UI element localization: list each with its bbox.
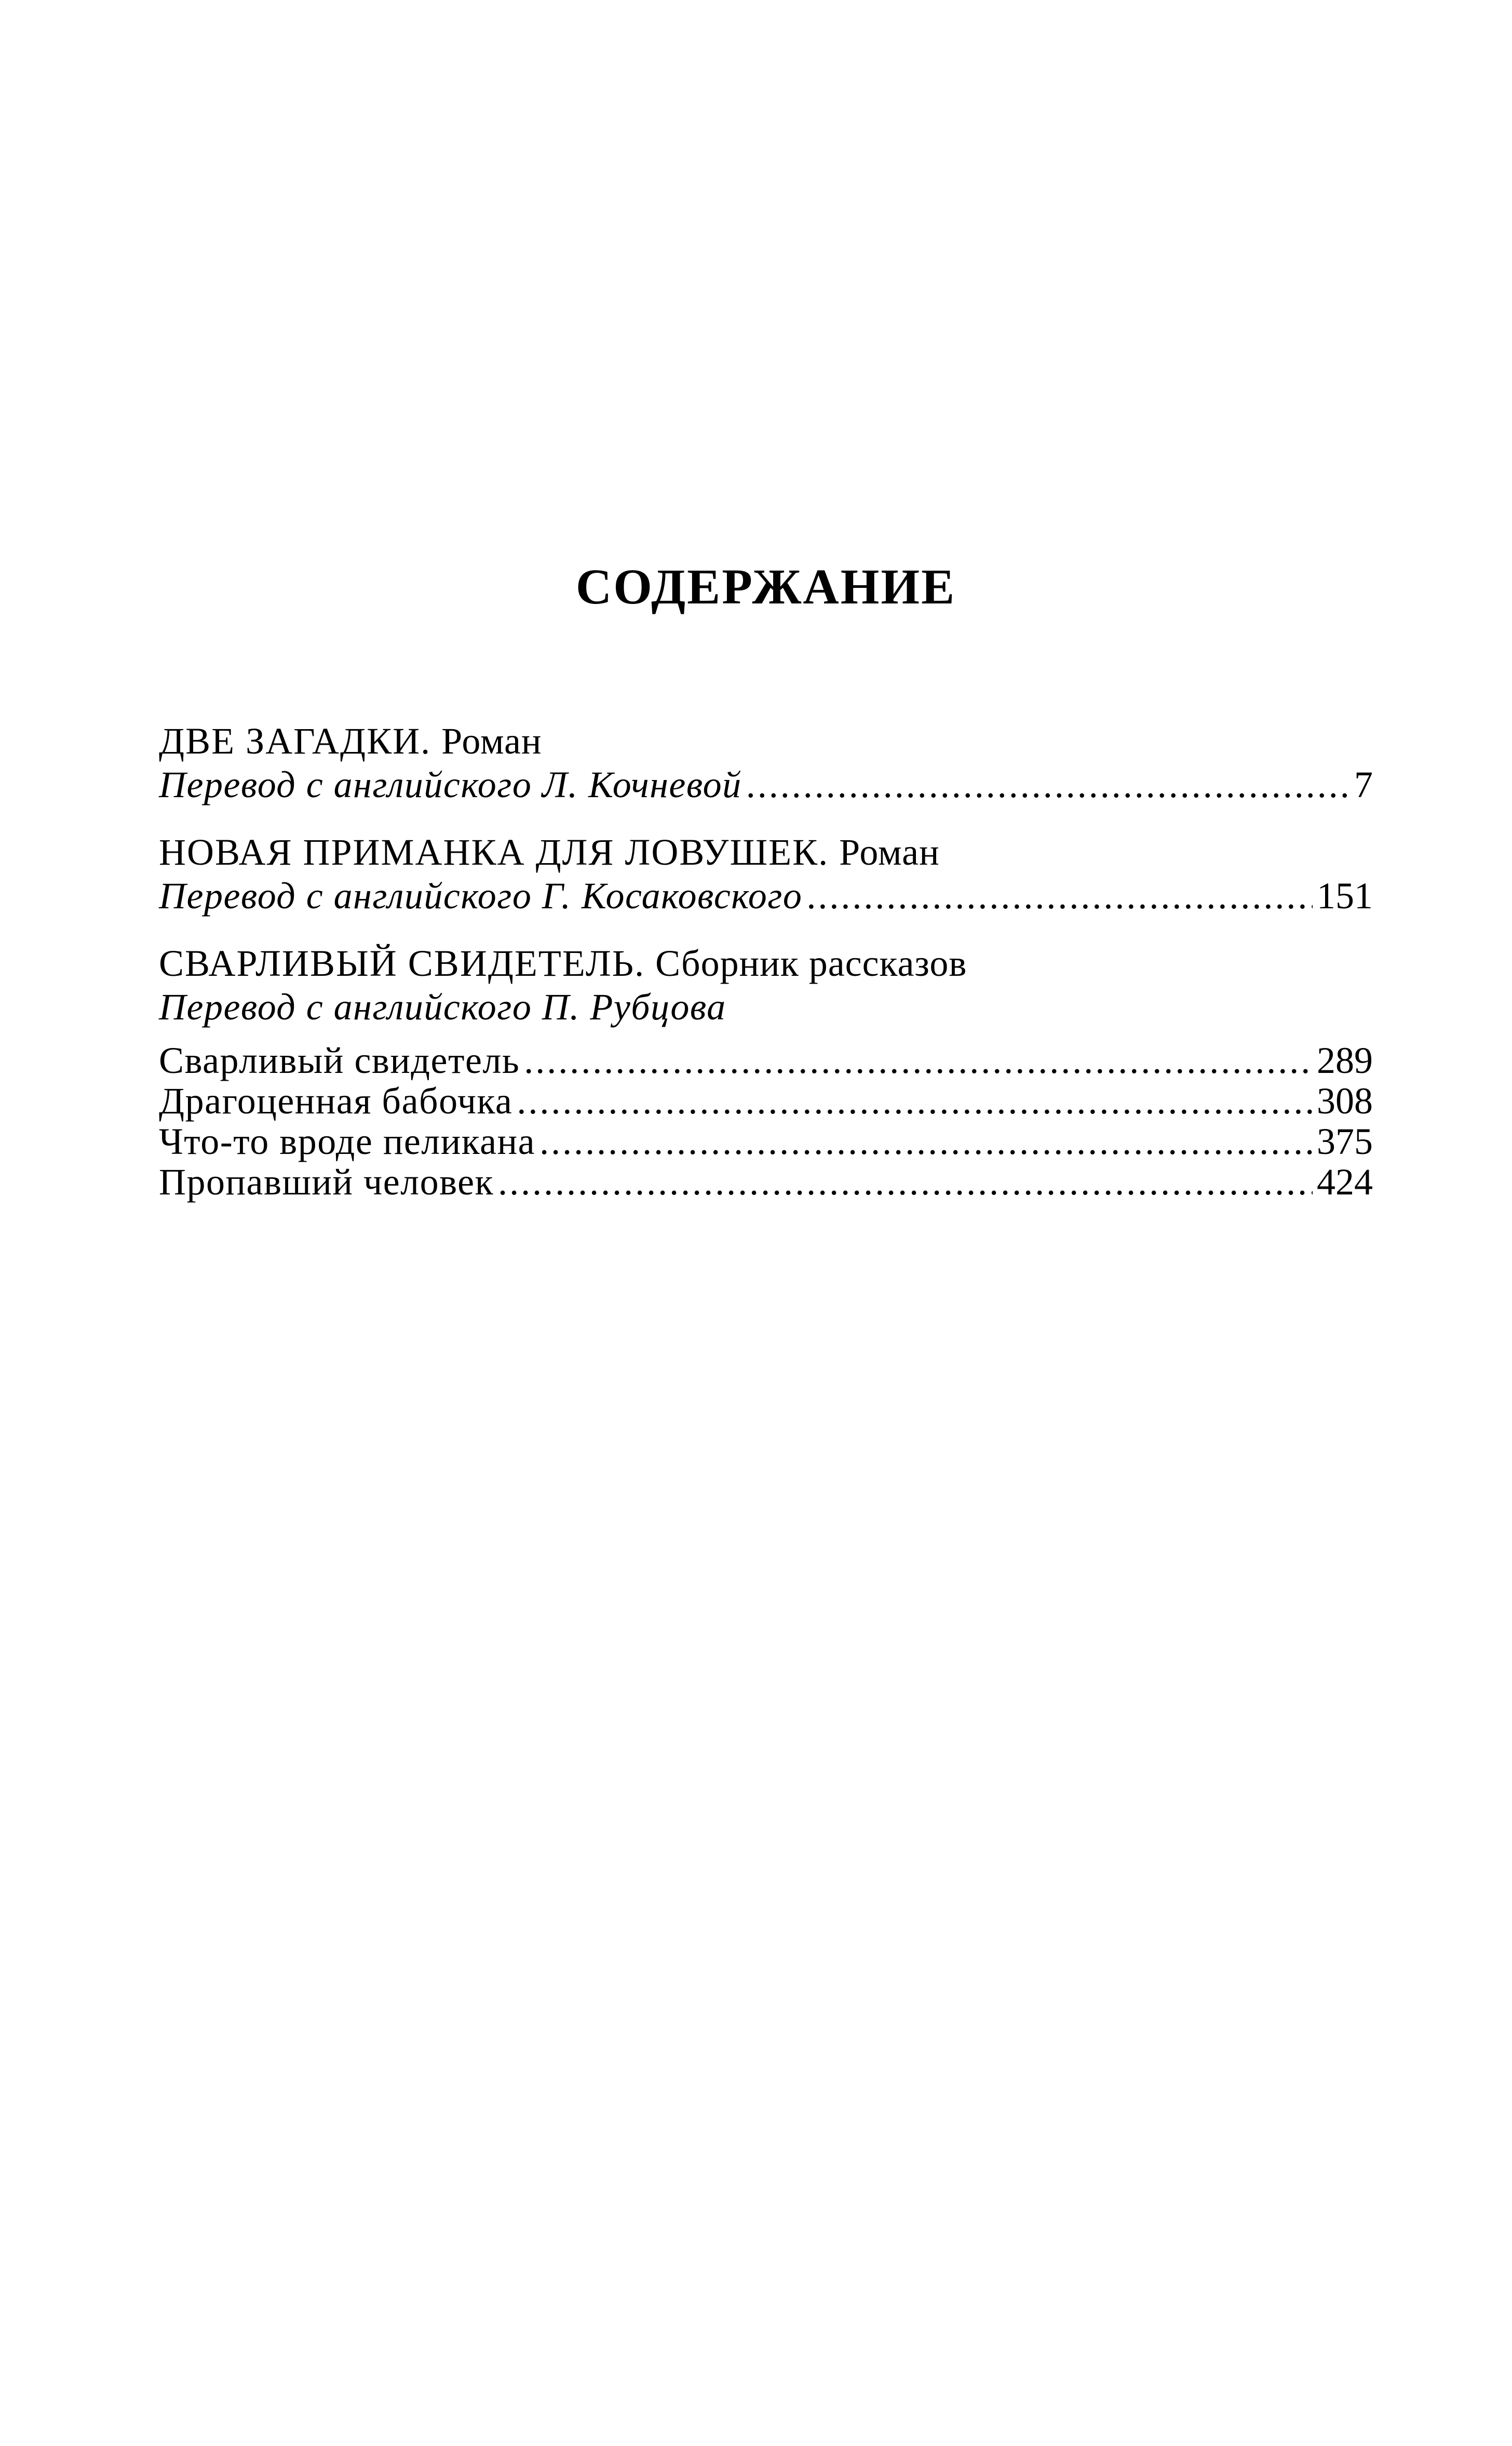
translator-credit: Перевод с английского Л. Кочневой <box>159 764 742 805</box>
work-title <box>159 719 1373 763</box>
work-name: ДВЕ ЗАГАДКИ. <box>159 720 431 762</box>
work-title <box>159 830 1373 874</box>
work-name: НОВАЯ ПРИМАНКА ДЛЯ ЛОВУШЕК. <box>159 831 829 873</box>
dot-leader <box>746 763 1350 807</box>
dot-leader <box>517 1081 1313 1121</box>
story-title: Сварливый свидетель <box>159 1040 520 1081</box>
work-title <box>159 942 1373 985</box>
story-line <box>159 1121 1373 1162</box>
translator-credit: Перевод с английского Г. Косаковского <box>159 875 803 917</box>
work-genre: Роман <box>441 720 542 762</box>
story-title: Драгоценная бабочка <box>159 1080 513 1122</box>
page-number: 7 <box>1354 764 1373 805</box>
toc-entry-work-2 <box>159 830 1373 918</box>
page-number: 289 <box>1317 1040 1373 1081</box>
story-line <box>159 1040 1373 1081</box>
page-number: 424 <box>1317 1161 1373 1203</box>
work-genre: Сборник рассказов <box>655 943 967 984</box>
story-line <box>159 1081 1373 1121</box>
list-item <box>159 1121 1373 1162</box>
story-title: Что-то вроде пеликана <box>159 1121 536 1162</box>
translator-credit: Перевод с английского П. Рубцова <box>159 986 726 1028</box>
toc-entry-work-1 <box>159 719 1373 807</box>
translator-line <box>159 874 1373 918</box>
story-line <box>159 1162 1373 1202</box>
list-item <box>159 1040 1373 1081</box>
dot-leader <box>806 874 1313 918</box>
work-name: СВАРЛИВЫЙ СВИДЕТЕЛЬ. <box>159 943 645 984</box>
dot-leader <box>498 1162 1313 1202</box>
list-item <box>159 1162 1373 1202</box>
dot-leader <box>539 1121 1313 1162</box>
toc-entry-work-3 <box>159 942 1373 1202</box>
work-genre: Роман <box>839 831 940 873</box>
story-title: Пропавший человек <box>159 1161 494 1203</box>
list-item <box>159 1081 1373 1121</box>
page-title: СОДЕРЖАНИЕ <box>575 559 956 614</box>
page-number: 375 <box>1317 1121 1373 1162</box>
translator-line <box>159 763 1373 807</box>
dot-leader <box>524 1040 1313 1081</box>
page-number: 151 <box>1317 875 1373 917</box>
page-number: 308 <box>1317 1080 1373 1122</box>
table-of-contents <box>159 719 1373 1202</box>
story-list <box>159 1040 1373 1202</box>
